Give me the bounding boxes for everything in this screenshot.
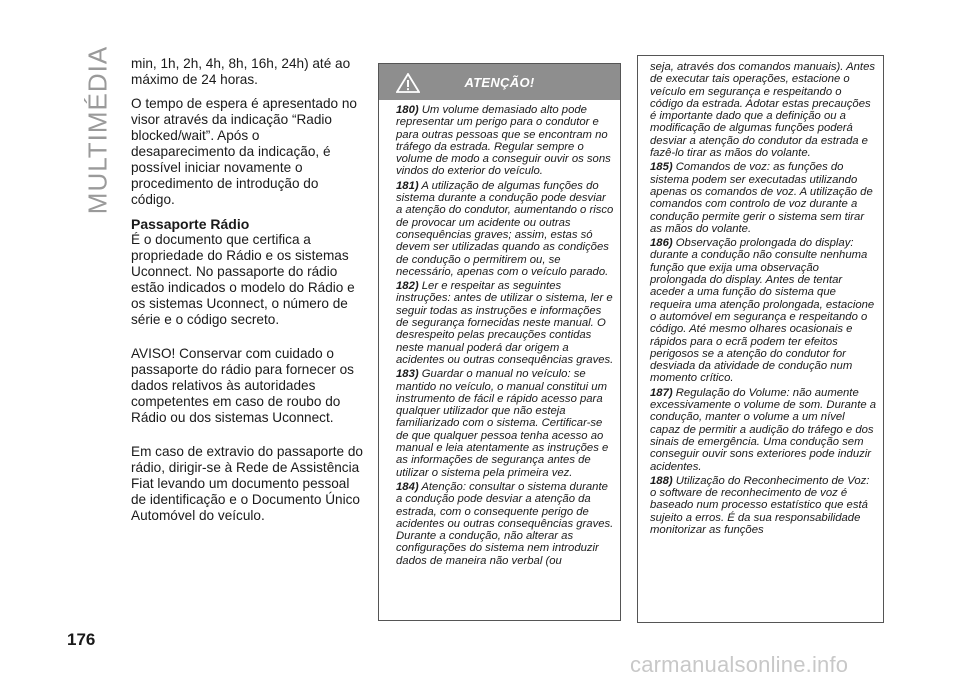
note-number: 182) <box>396 280 419 293</box>
warning-box <box>378 63 621 621</box>
note-number: 186) <box>650 237 673 250</box>
continuation-notes <box>638 56 883 536</box>
note-item <box>650 161 877 235</box>
note-item <box>396 280 614 366</box>
note-text: Regulação do Volume: não aumente excessivamente o volume de som. Durante a condução, manter o volume a um nível capaz de permitir a audição do tráfego e dos sinais de emergência. Uma condução sem conseguir ouvir sons exteriores pode induzir acidentes. <box>650 386 877 473</box>
note-item <box>396 368 614 479</box>
note-text: Utilização do Reconhecimento de Voz: o software de reconhecimento de voz é baseado num processo estatístico que está sujeito a erros. É da sua responsabilidade monitorizar as funções <box>650 474 870 536</box>
section-heading: Passaporte Rádio <box>131 216 250 232</box>
warning-header <box>379 64 620 100</box>
note-text: Atenção: consultar o sistema durante a condução pode desviar a atenção da estrada, com o consequente perigo de acidentes ou outras consequências graves. Durante a condução, não alterar as configurações do sistema nem introduzir dados de maneira não verbal (ou <box>396 480 614 567</box>
note-continuation: seja, através dos comandos manuais). Antes de executar tais operações, estacione o veículo em segurança e respeitando o código da estrada. Adotar estas precauções é importante dado que a definição ou a modificação de algumas funções poderá desviar a atenção do condutor da estrada e fazê-lo tirar as mãos do volante. <box>650 61 876 160</box>
note-number: 185) <box>650 161 673 174</box>
note-item <box>396 180 614 278</box>
page-number: 176 <box>67 630 96 649</box>
note-item <box>396 104 614 178</box>
note-number: 187) <box>650 386 673 399</box>
warning-continuation-box <box>637 55 884 623</box>
note-item <box>650 387 877 473</box>
note-number: 184) <box>396 480 419 493</box>
paragraph: Em caso de extravio do passaporte do rádio, dirigir-se à Rede de Assistência Fiat levando um documento pessoal de identificação e o Documento Único Automóvel do veículo. <box>131 444 363 523</box>
note-number: 181) <box>396 179 419 192</box>
paragraph: min, 1h, 2h, 4h, 8h, 16h, 24h) até ao máximo de 24 horas. <box>131 56 351 87</box>
note-text: Observação prolongada do display: durante a condução não consulte nenhuma função que exija uma observação prolongada do display. Antes de tentar aceder a uma função do sistema que requeira uma atenção prolongada, estacione o automóvel em segurança e respeitando o código. Até mesmo olhares ocasionais e rápidos para o ecrã podem ter efeitos perigosos se a atenção do condutor for desviada da atividade de condução num momento crítico. <box>650 237 875 385</box>
paragraph: O tempo de espera é apresentado no visor através da indicação “Radio blocked/wait”. Após o desaparecimento da indicação, é possível iniciar novamente o procedimento de introdução do código. <box>131 96 357 207</box>
note-text: A utilização de algumas funções do sistema durante a condução pode desviar a atenção do condutor, aumentando o risco de provocar um acidente ou outras consequências graves; assim, estas só devem ser utilizadas quando as condições de condução o permitirem ou, se necessário, apenas com o veículo parado. <box>396 179 614 278</box>
note-text: Guardar o manual no veículo: se mantido no veículo, o manual constitui um instrumento de fácil e rápido acesso para qualquer utilizador que não esteja familiarizado com o sistema. Certificar-se de que qualquer pessoa tenha acesso ao manual e leia atentamente as instruções e as informações de segurança antes de utilizar o sistema pela primeira vez. <box>396 368 609 479</box>
paragraph: É o documento que certifica a propriedade do Rádio e os sistemas Uconnect. No passaporte do rádio estão indicados o modelo do Rádio e os sistemas Uconnect, o número de série e o código secreto. <box>131 232 355 327</box>
warning-triangle-icon <box>396 73 420 93</box>
warning-paragraph: AVISO! Conservar com cuidado o passaporte do rádio para fornecer os dados relativos às autoridades competentes em caso de roubo do Rádio ou dos sistemas Uconnect. <box>131 346 354 425</box>
note-text: Um volume demasiado alto pode representar um perigo para o condutor e para outras pessoas que se encontram no tráfego da estrada. Regular sempre o volume de modo a conseguir ouvir os sons vindos do exterior do veículo. <box>396 104 611 178</box>
note-number: 188) <box>650 474 673 487</box>
warning-notes <box>379 100 620 567</box>
note-number: 180) <box>396 104 419 116</box>
note-item <box>396 481 614 567</box>
watermark: carmanualsonline.info <box>630 652 849 677</box>
note-item <box>650 475 877 536</box>
main-text-column <box>131 56 363 532</box>
note-item <box>650 237 877 385</box>
note-number: 183) <box>396 368 419 381</box>
section-title: MULTIMÉDIA <box>82 45 113 215</box>
note-text: Comandos de voz: as funções do sistema podem ser executadas utilizando apenas os comandos de voz. A utilização de comandos com controlo de voz durante a condução permite gerir o sistema sem tirar as mãos do volante. <box>650 161 873 235</box>
warning-title: ATENÇÃO! <box>464 74 535 90</box>
note-text: Ler e respeitar as seguintes instruções: antes de utilizar o sistema, ler e seguir todas as instruções e informações de segurança fornecidas neste manual. O desrespeito pelas precauções contidas neste manual poderá dar origem a acidentes ou outras consequências graves. <box>396 280 614 366</box>
